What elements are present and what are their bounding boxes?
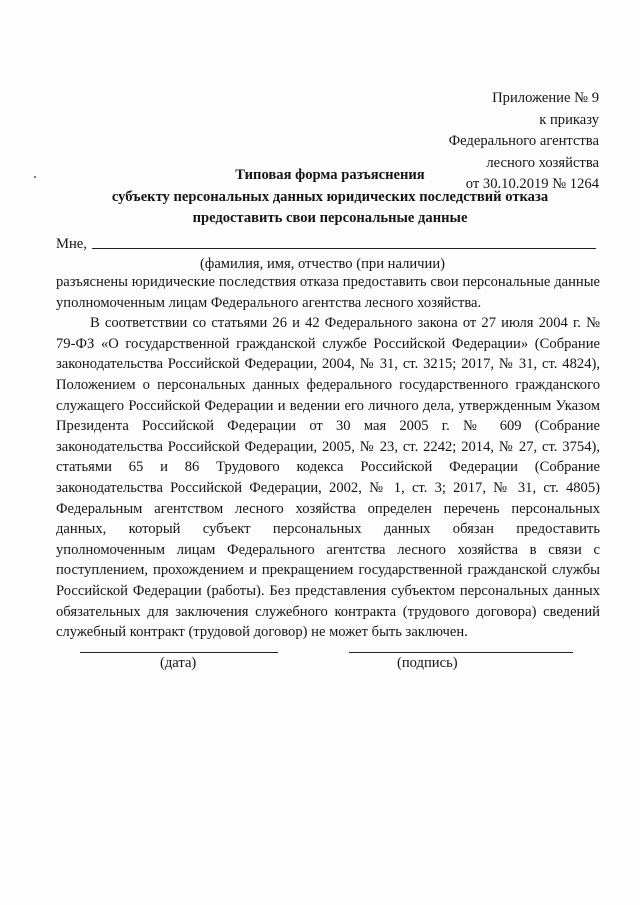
title-line-3: предоставить свои персональные данные	[192, 210, 468, 226]
body-paragraph-2: В соответствии со статьями 26 и 42 Федерального закона от 27 июля 2004 г. № 79-ФЗ «О государственной гражданской службе Российской Федерации» (Собрание законодательства Российской Федерации, 2004, № 31, ст. 3215; 2017, № 31, ст. 4824), Положением о персональных данных федерального государственного гражданского служащего Российской Федерации и ведении его личного дела, утвержденным Указом Президента Российской Федерации от 30 мая 2005 г. № 609 (Собрание законодательства Российской Федерации, 2005, № 23, ст. 2242; 2014, № 27, ст. 3754), статьями 65 и 86 Трудового кодекса Российской Федерации (Собрание законодательства Российской Федерации, 2002, № 1, ст. 3; 2017, № 31, ст. 4805) Федеральным агентством лесного хозяйства определен перечень персональных данных, который субъект персональных данных обязан предоставить уполномоченным лицам Федерального агентства лесного хозяйства в связи с поступлением, прохождением и прекращением государственной гражданской службы Российской Федерации (работы). Без представления субъектом персональных данных обязательных для заключения служебного контракта (трудового договора) сведений служебный контракт (трудовой договор) не может быть заключен.	[56, 315, 600, 641]
appendix-agency-cont: лесного хозяйства	[486, 154, 599, 171]
document-title	[60, 165, 600, 230]
fio-caption: (фамилия, имя, отчество (при наличии)	[200, 256, 446, 272]
appendix-order-date: от 30.10.2019 № 1264	[465, 176, 599, 193]
mne-label: Мне,	[56, 236, 87, 252]
title-line-1: Типовая форма разъяснения	[235, 167, 425, 183]
body-paragraph-1: разъяснены юридические последствия отказа предоставить свои персональные данные уполномоченным лицам Федерального агентства лесного хозяйства.	[56, 274, 600, 311]
appendix-number: Приложение № 9	[492, 90, 599, 106]
signature-fill-line	[349, 652, 573, 653]
date-caption: (дата)	[160, 655, 197, 671]
fio-fill-line	[92, 248, 596, 249]
appendix-order-ref: к приказу	[539, 111, 599, 128]
title-line-2: субъекту персональных данных юридических последствий отказа	[111, 188, 549, 205]
signature-caption: (подпись)	[397, 655, 458, 671]
appendix-agency: Федерального агентства	[448, 133, 599, 150]
scan-speck	[34, 176, 36, 178]
body-text	[56, 272, 600, 643]
date-fill-line	[80, 652, 278, 653]
